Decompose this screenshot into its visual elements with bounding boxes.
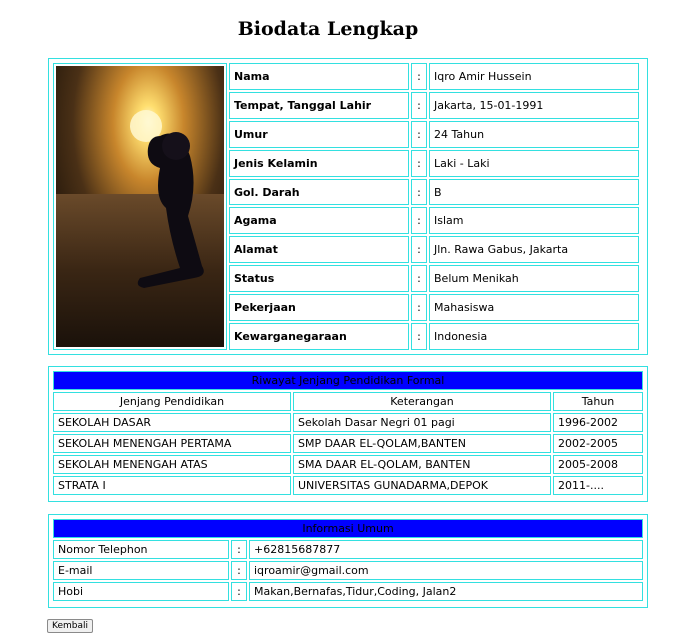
profile-table [51, 61, 641, 352]
label-pekerjaan: Pekerjaan [229, 294, 409, 321]
profile-section [48, 58, 648, 355]
value-alamat: Jln. Rawa Gabus, Jakarta [429, 236, 639, 263]
separator: : [411, 150, 427, 177]
education-level: STRATA I [53, 476, 291, 495]
label-email: E-mail [53, 561, 229, 580]
general-info-title-bar: Informasi Umum [53, 519, 643, 538]
label-status: Status [229, 265, 409, 292]
label-umur: Umur [229, 121, 409, 148]
label-jenis-kelamin: Jenis Kelamin [229, 150, 409, 177]
separator: : [231, 540, 247, 559]
value-hobi: Makan,Bernafas,Tidur,Coding, Jalan2 [249, 582, 643, 601]
label-alamat: Alamat [229, 236, 409, 263]
value-email: iqroamir@gmail.com [249, 561, 643, 580]
value-kewarganegaraan: Indonesia [429, 323, 639, 350]
label-ttl: Tempat, Tanggal Lahir [229, 92, 409, 119]
separator: : [411, 323, 427, 350]
back-button[interactable]: Kembali [47, 619, 93, 633]
table-row [53, 455, 643, 474]
value-status: Belum Menikah [429, 265, 639, 292]
page-title: Biodata Lengkap [237, 18, 419, 40]
education-title-bar: Riwayat Jenjang Pendidikan Formal [53, 371, 643, 390]
column-header-jenjang: Jenjang Pendidikan [53, 392, 291, 411]
table-row [53, 476, 643, 495]
profile-photo [56, 66, 224, 347]
education-year: 1996-2002 [553, 413, 643, 432]
label-hobi: Hobi [53, 582, 229, 601]
education-section [48, 366, 648, 502]
general-info-section [48, 514, 648, 608]
value-agama: Islam [429, 207, 639, 234]
value-gol-darah: B [429, 179, 639, 206]
education-description: Sekolah Dasar Negri 01 pagi [293, 413, 551, 432]
general-info-table [51, 517, 645, 603]
education-level: SEKOLAH MENENGAH ATAS [53, 455, 291, 474]
label-agama: Agama [229, 207, 409, 234]
value-pekerjaan: Mahasiswa [429, 294, 639, 321]
value-telephon: +62815687877 [249, 540, 643, 559]
education-description: SMA DAAR EL-QOLAM, BANTEN [293, 455, 551, 474]
separator: : [411, 236, 427, 263]
label-gol-darah: Gol. Darah [229, 179, 409, 206]
photo-cell [53, 63, 227, 350]
separator: : [231, 582, 247, 601]
education-table [51, 369, 645, 497]
education-level: SEKOLAH DASAR [53, 413, 291, 432]
table-row [53, 434, 643, 453]
separator: : [411, 265, 427, 292]
separator: : [411, 294, 427, 321]
table-row [53, 413, 643, 432]
education-year: 2005-2008 [553, 455, 643, 474]
label-nama: Nama [229, 63, 409, 90]
value-nama: Iqro Amir Hussein [429, 63, 639, 90]
value-umur: 24 Tahun [429, 121, 639, 148]
label-kewarganegaraan: Kewarganegaraan [229, 323, 409, 350]
value-ttl: Jakarta, 15-01-1991 [429, 92, 639, 119]
education-description: SMP DAAR EL-QOLAM,BANTEN [293, 434, 551, 453]
separator: : [411, 207, 427, 234]
education-level: SEKOLAH MENENGAH PERTAMA [53, 434, 291, 453]
value-jenis-kelamin: Laki - Laki [429, 150, 639, 177]
separator: : [231, 561, 247, 580]
education-year: 2011-.... [553, 476, 643, 495]
separator: : [411, 63, 427, 90]
column-header-keterangan: Keterangan [293, 392, 551, 411]
education-description: UNIVERSITAS GUNADARMA,DEPOK [293, 476, 551, 495]
separator: : [411, 92, 427, 119]
column-header-tahun: Tahun [553, 392, 643, 411]
separator: : [411, 121, 427, 148]
table-row [53, 540, 643, 559]
table-row [53, 582, 643, 601]
separator: : [411, 179, 427, 206]
education-year: 2002-2005 [553, 434, 643, 453]
table-row [53, 561, 643, 580]
label-telephon: Nomor Telephon [53, 540, 229, 559]
